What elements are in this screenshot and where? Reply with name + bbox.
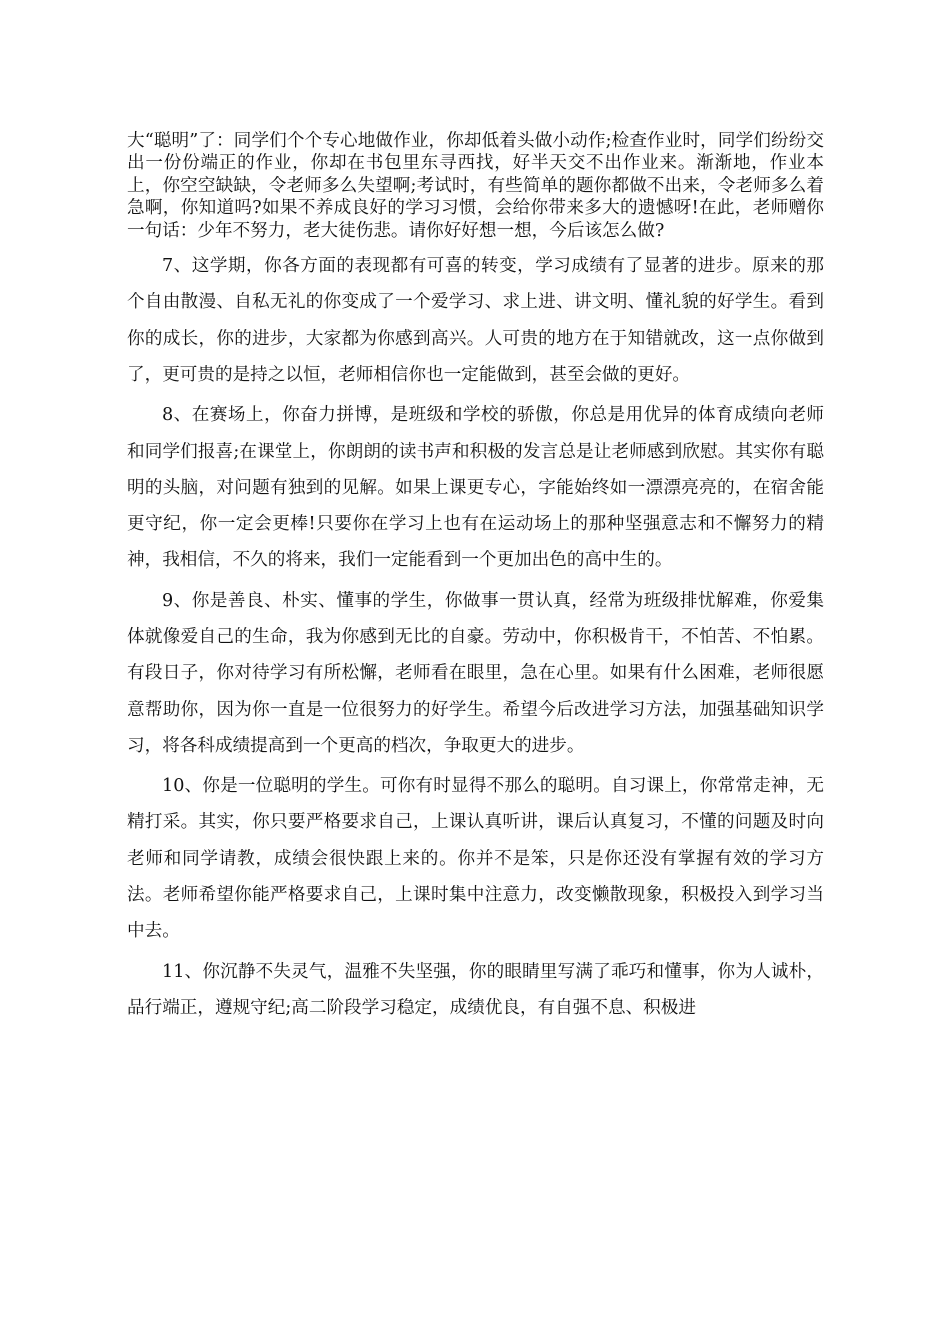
- paragraph-7: 7、这学期，你各方面的表现都有可喜的转变，学习成绩有了显著的进步。原来的那个自由散漫、自私无礼的你变成了一个爱学习、求上进、讲文明、懂礼貌的好学生。看到你的成长，你的进步，大家都为你感到高兴。人可贵的地方在于知错就改，这一点你做到了，更可贵的是持之以恒，老师相信你也一定能做到，甚至会做的更好。: [127, 256, 824, 385]
- paragraph-11: 11、你沉静不失灵气，温雅不失坚强，你的眼睛里写满了乖巧和懂事，你为人诚朴，品行端正，遵规守纪;高二阶段学习稳定，成绩优良，有自强不息、积极进: [127, 961, 824, 1018]
- paragraph-8: 8、在赛场上，你奋力拼博，是班级和学校的骄傲，你总是用优异的体育成绩向老师和同学们报喜;在课堂上，你朗朗的读书声和积极的发言总是让老师感到欣慰。其实你有聪明的头脑，对问题有独到的见解。如果上课更专心，字能始终如一漂漂亮亮的，在宿舍能更守纪，你一定会更棒!只要你在学习上也有在运动场上的那种坚强意志和不懈努力的精神，我相信，不久的将来，我们一定能看到一个更加出色的高中生的。: [127, 405, 824, 571]
- paragraph-continued: 大“聪明”了：同学们个个专心地做作业，你却低着头做小动作;检查作业时，同学们纷纷交出一份份端正的作业，你却在书包里东寻西找，好半天交不出作业来。渐渐地，作业本上，你空空缺缺，令老师多么失望啊;考试时，有些简单的题你都做不出来，令老师多么着急啊，你知道吗?如果不养成良好的学习习惯，会给你带来多大的遗憾呀!在此，老师赠你一句话：少年不努力，老大徒伤悲。请你好好想一想，今后该怎么做?: [127, 131, 824, 241]
- document-body: [127, 130, 824, 1030]
- paragraph-10: 10、你是一位聪明的学生。可你有时显得不那么的聪明。自习课上，你常常走神，无精打采。其实，你只要严格要求自己，上课认真听讲，课后认真复习，不懂的问题及时向老师和同学请教，成绩会很快跟上来的。你并不是笨，只是你还没有掌握有效的学习方法。老师希望你能严格要求自己，上课时集中注意力，改变懒散现象，积极投入到学习当中去。: [127, 776, 824, 942]
- paragraph-9: 9、你是善良、朴实、懂事的学生，你做事一贯认真，经常为班级排忧解难，你爱集体就像爱自己的生命，我为你感到无比的自豪。劳动中，你积极肯干，不怕苦、不怕累。有段日子，你对待学习有所松懈，老师看在眼里，急在心里。如果有什么困难，老师很愿意帮助你，因为你一直是一位很努力的好学生。希望今后改进学习方法，加强基础知识学习，将各科成绩提高到一个更高的档次，争取更大的进步。: [127, 590, 824, 756]
